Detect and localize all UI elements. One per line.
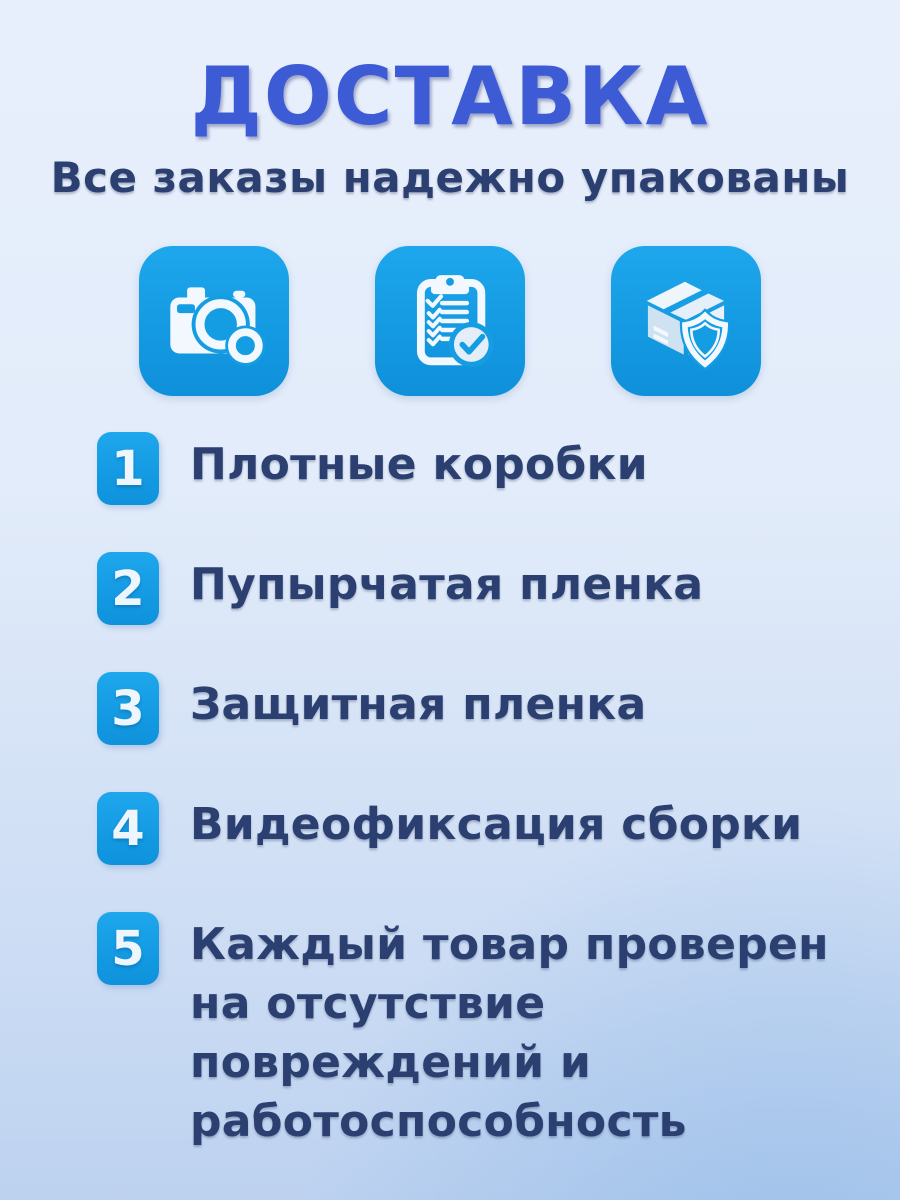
camera-tile [139,246,289,396]
step-number-badge: 2 [97,552,159,625]
step-number-badge: 5 [97,912,159,985]
package-shield-icon [630,265,742,377]
checklist-approved-icon [394,265,506,377]
camera-icon [158,265,270,377]
page-title: ДОСТАВКА [190,50,710,143]
packaging-steps-list [97,432,900,1152]
list-item [97,792,900,865]
step-number-badge: 4 [97,792,159,865]
step-text: Плотные коробки [190,439,648,490]
list-item [97,672,900,745]
step-text: Каждый товар проверен на отсутствие повреждений и работоспособность [190,919,829,1147]
checklist-tile [375,246,525,396]
step-text: Защитная пленка [190,679,647,730]
page-subtitle: Все заказы надежно упакованы [50,153,850,202]
feature-icons-row [0,246,900,396]
list-item [97,552,900,625]
step-text: Видеофиксация сборки [190,799,803,850]
step-text: Пупырчатая пленка [190,559,704,610]
step-number-badge: 1 [97,432,159,505]
package-shield-tile [611,246,761,396]
list-item [97,432,900,505]
step-number-badge: 3 [97,672,159,745]
list-item [97,912,900,1152]
